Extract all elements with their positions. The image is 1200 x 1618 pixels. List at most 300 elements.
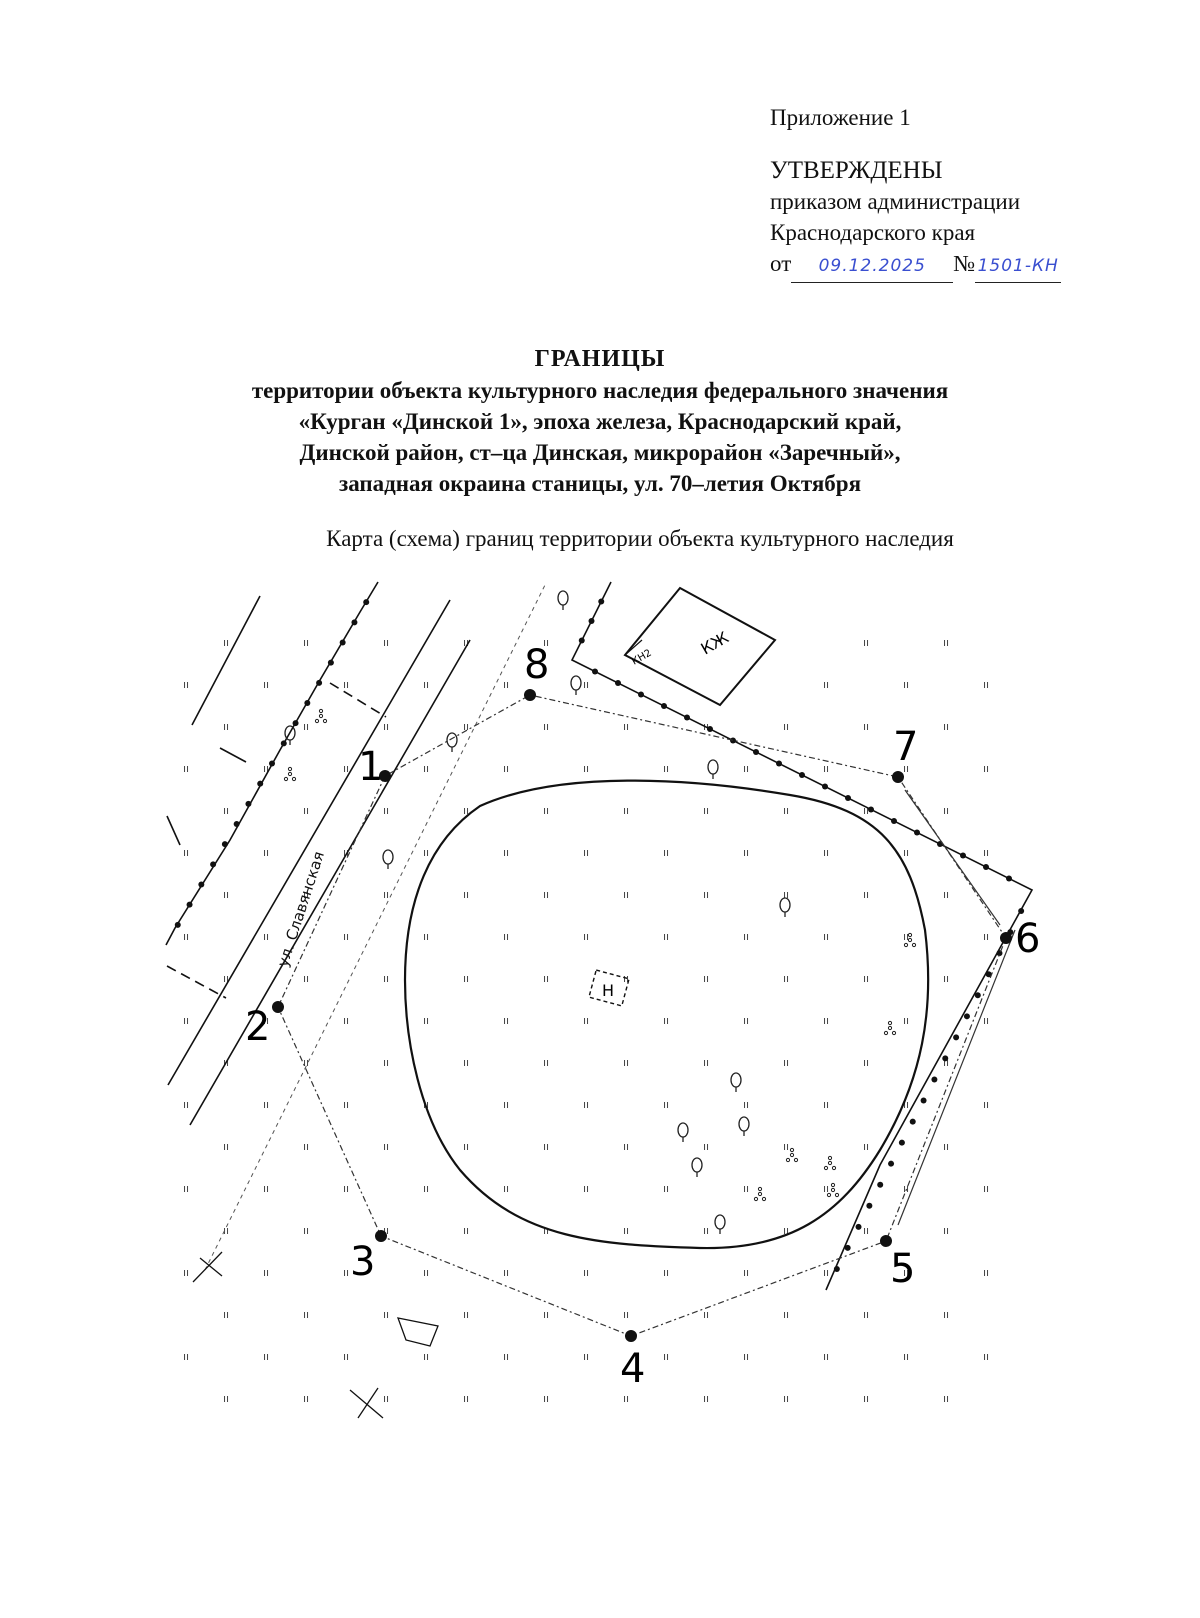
fence-post <box>877 1182 883 1188</box>
boundary-point-6 <box>1000 932 1012 944</box>
meadow-symbol <box>745 1186 748 1192</box>
meadow-symbol <box>225 1396 228 1402</box>
tree-icon <box>780 898 790 917</box>
meadow-symbol <box>985 1270 988 1276</box>
meadow-symbol <box>505 766 508 772</box>
meadow-symbol <box>865 976 868 982</box>
map-subtitle: Карта (схема) границ территории объекта культурного наследия <box>326 526 954 551</box>
fence-post <box>245 801 251 807</box>
meadow-symbol <box>985 850 988 856</box>
shrub-icon <box>315 709 326 722</box>
boundary-point-8 <box>524 689 536 701</box>
meadow-symbol <box>985 766 988 772</box>
meadow-symbol <box>945 976 948 982</box>
meadow-symbol <box>185 682 188 688</box>
meadow-symbol <box>785 724 788 730</box>
meadow-symbol <box>585 766 588 772</box>
fence-post <box>914 830 920 836</box>
date-prefix: от <box>770 251 792 276</box>
mound-marker <box>589 970 629 1006</box>
fence-post <box>866 1203 872 1209</box>
meadow-symbol <box>865 1312 868 1318</box>
meadow-symbol <box>865 892 868 898</box>
meadow-symbol <box>465 1396 468 1402</box>
meadow-symbol <box>745 1102 748 1108</box>
meadow-symbol <box>785 1396 788 1402</box>
meadow-symbol <box>785 976 788 982</box>
meadow-symbol <box>825 766 828 772</box>
meadow-symbol <box>985 934 988 940</box>
meadow-symbol <box>705 1060 708 1066</box>
meadow-symbol <box>505 1186 508 1192</box>
fence-post <box>598 599 604 605</box>
meadow-symbol <box>825 1018 828 1024</box>
order-date: 09.12.2025 <box>791 251 953 283</box>
meadow-symbol <box>745 934 748 940</box>
tree-icon <box>708 760 718 779</box>
meadow-symbol <box>745 766 748 772</box>
building <box>625 588 775 705</box>
meadow-symbol <box>785 1228 788 1234</box>
meadow-symbol <box>985 1018 988 1024</box>
meadow-symbol <box>905 682 908 688</box>
tree-icon <box>731 1073 741 1092</box>
meadow-symbol <box>665 1270 668 1276</box>
survey-marks <box>193 1252 438 1418</box>
meadow-symbol <box>865 1060 868 1066</box>
meadow-symbol <box>625 808 628 814</box>
meadow-symbol <box>265 766 268 772</box>
fence-post <box>910 1119 916 1125</box>
fence-post <box>983 864 989 870</box>
meadow-symbol <box>665 1354 668 1360</box>
fence-post <box>340 640 346 646</box>
meadow-symbol <box>585 850 588 856</box>
meadow-symbol <box>465 808 468 814</box>
tree-icon <box>715 1215 725 1234</box>
meadow-symbol <box>345 1102 348 1108</box>
fence-post <box>707 726 713 732</box>
meadow-symbol <box>225 976 228 982</box>
meadow-symbol <box>585 1102 588 1108</box>
meadow-symbol <box>945 640 948 646</box>
point-label-6: 6 <box>1015 916 1041 962</box>
fence-post <box>316 680 322 686</box>
meadow-symbol <box>265 850 268 856</box>
meadow-symbol <box>265 934 268 940</box>
meadow-symbol <box>465 724 468 730</box>
meadow-symbol <box>945 808 948 814</box>
parcel-line <box>330 683 386 717</box>
fence-post <box>589 618 595 624</box>
meadow-symbol <box>545 1144 548 1150</box>
meadow-symbol <box>665 1102 668 1108</box>
meadow-symbol <box>865 1228 868 1234</box>
meadow-symbol <box>185 934 188 940</box>
meadow-symbol <box>865 640 868 646</box>
meadow-symbol <box>385 1144 388 1150</box>
order-number: 1501-КН <box>975 251 1061 283</box>
meadow-symbol <box>585 934 588 940</box>
meadow-symbol <box>305 1312 308 1318</box>
boundary-point-7 <box>892 771 904 783</box>
meadow-symbol <box>985 1186 988 1192</box>
meadow-symbol <box>505 1270 508 1276</box>
meadow-symbol <box>305 976 308 982</box>
fence-post <box>975 992 981 998</box>
meadow-symbol <box>665 1186 668 1192</box>
meadow-symbol <box>585 1018 588 1024</box>
fence-post <box>304 700 310 706</box>
meadow-symbol <box>545 724 548 730</box>
meadow-symbol <box>225 1312 228 1318</box>
meadow-symbol <box>505 934 508 940</box>
point-label-2: 2 <box>245 1004 271 1050</box>
meadow-symbol <box>465 1228 468 1234</box>
parcel-line <box>192 596 260 725</box>
meadow-symbol <box>985 1354 988 1360</box>
fence-right <box>572 582 1032 1290</box>
tree-icon <box>571 676 581 695</box>
boundary-point-2 <box>272 1001 284 1013</box>
meadow-symbol <box>305 1060 308 1066</box>
meadow-symbol <box>865 724 868 730</box>
meadow-symbol <box>585 682 588 688</box>
meadow-symbol <box>665 850 668 856</box>
meadow-symbol <box>425 1270 428 1276</box>
fence-post <box>661 703 667 709</box>
meadow-symbol <box>665 766 668 772</box>
heading-line-4: западная окраина станицы, ул. 70–летия Октября <box>338 471 862 496</box>
boundary-points <box>245 642 1040 1392</box>
meadow-symbol <box>305 1144 308 1150</box>
fence-left <box>166 582 378 945</box>
tree-icon <box>692 1158 702 1177</box>
meadow-symbol <box>985 1102 988 1108</box>
fence-post <box>845 795 851 801</box>
meadow-symbol <box>825 682 828 688</box>
number-prefix: № <box>953 251 976 276</box>
meadow-symbol <box>825 1354 828 1360</box>
fence-post <box>293 720 299 726</box>
meadow-symbol <box>625 976 628 982</box>
meadow-symbol <box>745 1354 748 1360</box>
meadow-symbol <box>185 766 188 772</box>
approved-label: УТВЕРЖДЕНЫ <box>770 157 943 184</box>
meadow-symbol <box>905 850 908 856</box>
meadow-symbol <box>385 724 388 730</box>
heading-line-3: Динской район, ст–ца Динская, микрорайон «Заречный», <box>299 440 901 465</box>
meadow-symbol <box>465 1060 468 1066</box>
meadow-symbol <box>225 1144 228 1150</box>
meadow-symbol <box>385 1060 388 1066</box>
meadow-symbol <box>945 1312 948 1318</box>
meadow-symbol <box>945 1144 948 1150</box>
parcel-line <box>167 966 226 998</box>
fence-post <box>1018 908 1024 914</box>
meadow-symbol <box>185 1018 188 1024</box>
meadow-symbol <box>265 1102 268 1108</box>
meadow-symbol <box>745 1018 748 1024</box>
fence-post <box>684 715 690 721</box>
fence-post <box>175 922 181 928</box>
meadow-symbol <box>705 976 708 982</box>
meadow-symbol <box>825 1102 828 1108</box>
meadow-symbol <box>265 682 268 688</box>
street-edge-line <box>190 640 470 1125</box>
meadow-symbol <box>825 1270 828 1276</box>
meadow-symbol <box>185 1186 188 1192</box>
meadow-symbol <box>665 934 668 940</box>
meadow-symbol <box>585 1354 588 1360</box>
meadow-symbol <box>785 1312 788 1318</box>
meadow-symbol <box>425 1354 428 1360</box>
shrub-icon <box>827 1183 838 1196</box>
meadow-symbol <box>825 850 828 856</box>
meadow-symbol <box>985 682 988 688</box>
street-edge-line <box>168 600 450 1085</box>
meadow-symbol <box>585 1186 588 1192</box>
meadow-symbol <box>185 1354 188 1360</box>
meadow-symbol <box>425 934 428 940</box>
fence-post <box>351 619 357 625</box>
approved-by-line: приказом администрации <box>770 189 1021 214</box>
meadow-symbol <box>905 934 908 940</box>
fence-post <box>222 841 228 847</box>
fence-post <box>269 761 275 767</box>
meadow-symbol <box>225 808 228 814</box>
meadow-symbol <box>625 724 628 730</box>
fence-post <box>328 660 334 666</box>
appendix-title: Приложение 1 <box>770 105 911 130</box>
street-label: ул. Славянская <box>273 849 329 970</box>
fence-post <box>1006 876 1012 882</box>
fence-post <box>888 1161 894 1167</box>
meadow-symbol <box>785 1060 788 1066</box>
fence-post <box>868 807 874 813</box>
meadow-symbol <box>425 766 428 772</box>
meadow-symbol <box>945 724 948 730</box>
meadow-symbol <box>785 892 788 898</box>
meadow-symbol <box>545 1060 548 1066</box>
meadow-symbol <box>385 1396 388 1402</box>
point-label-7: 7 <box>893 724 919 770</box>
meadow-symbol <box>705 808 708 814</box>
meadow-symbol <box>385 808 388 814</box>
fence-post <box>856 1224 862 1230</box>
fence-post <box>776 761 782 767</box>
shrub-icon <box>284 767 295 780</box>
meadow-symbol <box>545 976 548 982</box>
fence-post <box>579 638 585 644</box>
meadow-symbol <box>785 1144 788 1150</box>
meadow-symbol <box>865 808 868 814</box>
building-label: КЖ <box>697 627 732 659</box>
meadow-symbol <box>745 1270 748 1276</box>
meadow-symbol <box>585 1270 588 1276</box>
tree-icon <box>447 733 457 752</box>
meadow-symbol <box>705 892 708 898</box>
meadow-symbol <box>185 1270 188 1276</box>
meadow-symbol <box>225 1228 228 1234</box>
meadow-symbol <box>625 1144 628 1150</box>
meadow-symbol <box>265 1270 268 1276</box>
meadow-symbol <box>385 892 388 898</box>
meadow-symbol <box>305 1228 308 1234</box>
heading-line-2: «Курган «Динской 1», эпоха железа, Краснодарский край, <box>298 409 902 434</box>
road-centerline <box>205 585 545 1270</box>
fence-post <box>834 1266 840 1272</box>
boundary-tie-line <box>898 930 1015 1225</box>
fence-post <box>845 1245 851 1251</box>
meadow-symbol <box>745 850 748 856</box>
boundary-point-4 <box>625 1330 637 1342</box>
fence-post <box>960 853 966 859</box>
meadow-symbol <box>625 892 628 898</box>
meadow-symbol <box>305 640 308 646</box>
meadow-symbol <box>905 1354 908 1360</box>
mound-label: Н <box>602 981 615 1000</box>
meadow-symbol <box>945 892 948 898</box>
fence-post <box>638 692 644 698</box>
fence-post <box>799 772 805 778</box>
heading-line-1: территории объекта культурного наследия федерального значения <box>251 378 949 403</box>
approved-region-line: Краснодарского края <box>770 220 976 245</box>
meadow-symbol <box>185 1102 188 1108</box>
meadow-symbol <box>305 724 308 730</box>
shrub-icon <box>754 1187 765 1200</box>
fence-post <box>730 738 736 744</box>
meadow-symbol <box>345 934 348 940</box>
meadow-symbol <box>705 1312 708 1318</box>
meadow-symbol <box>505 1354 508 1360</box>
tree-icon <box>678 1123 688 1142</box>
meadow-symbol <box>345 1186 348 1192</box>
point-label-1: 1 <box>358 744 384 790</box>
meadow-symbol <box>865 1396 868 1402</box>
parcel-line <box>167 816 180 845</box>
meadow-symbol <box>625 1396 628 1402</box>
shrub-icon <box>884 1021 895 1034</box>
point-label-8: 8 <box>524 642 550 688</box>
meadow-symbol <box>465 892 468 898</box>
meadow-symbol <box>705 1144 708 1150</box>
meadow-symbol <box>945 1396 948 1402</box>
fence-post <box>899 1140 905 1146</box>
point-label-5: 5 <box>890 1246 916 1292</box>
fence-post <box>592 669 598 675</box>
fence-post <box>921 1098 927 1104</box>
shrub-icon <box>904 933 915 946</box>
fence-post <box>257 781 263 787</box>
meadow-symbol <box>705 1228 708 1234</box>
meadow-symbol <box>425 850 428 856</box>
tree-icon <box>383 850 393 869</box>
tree-icon <box>558 591 568 610</box>
fence-post <box>210 861 216 867</box>
meadow-symbol <box>625 1228 628 1234</box>
meadow-symbol <box>905 1018 908 1024</box>
heading-title: ГРАНИЦЫ <box>534 346 666 372</box>
meadow-symbol <box>185 850 188 856</box>
meadow-symbol <box>265 1354 268 1360</box>
fence-post <box>198 882 204 888</box>
meadow-symbol <box>345 766 348 772</box>
meadow-symbol <box>425 682 428 688</box>
meadow-symbol <box>825 1186 828 1192</box>
meadow-symbol <box>385 976 388 982</box>
meadow-symbol <box>945 1228 948 1234</box>
meadow-symbol <box>625 1060 628 1066</box>
fence-post <box>891 818 897 824</box>
meadow-symbol <box>785 808 788 814</box>
fence-post <box>187 902 193 908</box>
meadow-symbol <box>345 1018 348 1024</box>
meadow-symbol <box>225 892 228 898</box>
building-floors: КН2 <box>630 647 654 668</box>
meadow-symbol <box>345 682 348 688</box>
meadow-symbols <box>185 640 988 1402</box>
parcel-line <box>220 748 246 762</box>
shrub-icon <box>786 1148 797 1161</box>
fence-post <box>363 599 369 605</box>
meadow-symbol <box>265 1186 268 1192</box>
meadow-symbol <box>665 1018 668 1024</box>
meadow-symbol <box>505 682 508 688</box>
meadow-symbol <box>385 640 388 646</box>
meadow-symbol <box>625 1312 628 1318</box>
meadow-symbol <box>345 1354 348 1360</box>
meadow-symbol <box>305 1396 308 1402</box>
meadow-symbol <box>425 1018 428 1024</box>
meadow-symbol <box>345 1270 348 1276</box>
meadow-symbol <box>225 640 228 646</box>
territory-boundary <box>278 695 1006 1336</box>
point-label-4: 4 <box>620 1346 646 1392</box>
meadow-symbol <box>505 1018 508 1024</box>
meadow-symbol <box>505 1102 508 1108</box>
fence-post <box>822 784 828 790</box>
shrub-icon <box>824 1156 835 1169</box>
meadow-symbol <box>545 1396 548 1402</box>
meadow-symbol <box>705 1396 708 1402</box>
meadow-symbol <box>545 1312 548 1318</box>
mound-outline <box>405 781 928 1248</box>
fence-post <box>615 680 621 686</box>
meadow-symbol <box>225 724 228 730</box>
meadow-symbol <box>505 850 508 856</box>
fence-post <box>281 740 287 746</box>
tree-icon <box>739 1117 749 1136</box>
fence-post <box>234 821 240 827</box>
meadow-symbol <box>465 976 468 982</box>
fence-post <box>953 1034 959 1040</box>
tree-symbols <box>284 591 915 1234</box>
boundary-point-3 <box>375 1230 387 1242</box>
fence-post <box>931 1076 937 1082</box>
meadow-symbol <box>545 808 548 814</box>
point-label-3: 3 <box>350 1239 376 1285</box>
meadow-symbol <box>425 1186 428 1192</box>
fence-post <box>753 749 759 755</box>
meadow-symbol <box>465 1312 468 1318</box>
meadow-symbol <box>865 1144 868 1150</box>
fence-post <box>942 1055 948 1061</box>
meadow-symbol <box>465 1144 468 1150</box>
meadow-symbol <box>305 808 308 814</box>
meadow-symbol <box>545 892 548 898</box>
meadow-symbol <box>825 934 828 940</box>
